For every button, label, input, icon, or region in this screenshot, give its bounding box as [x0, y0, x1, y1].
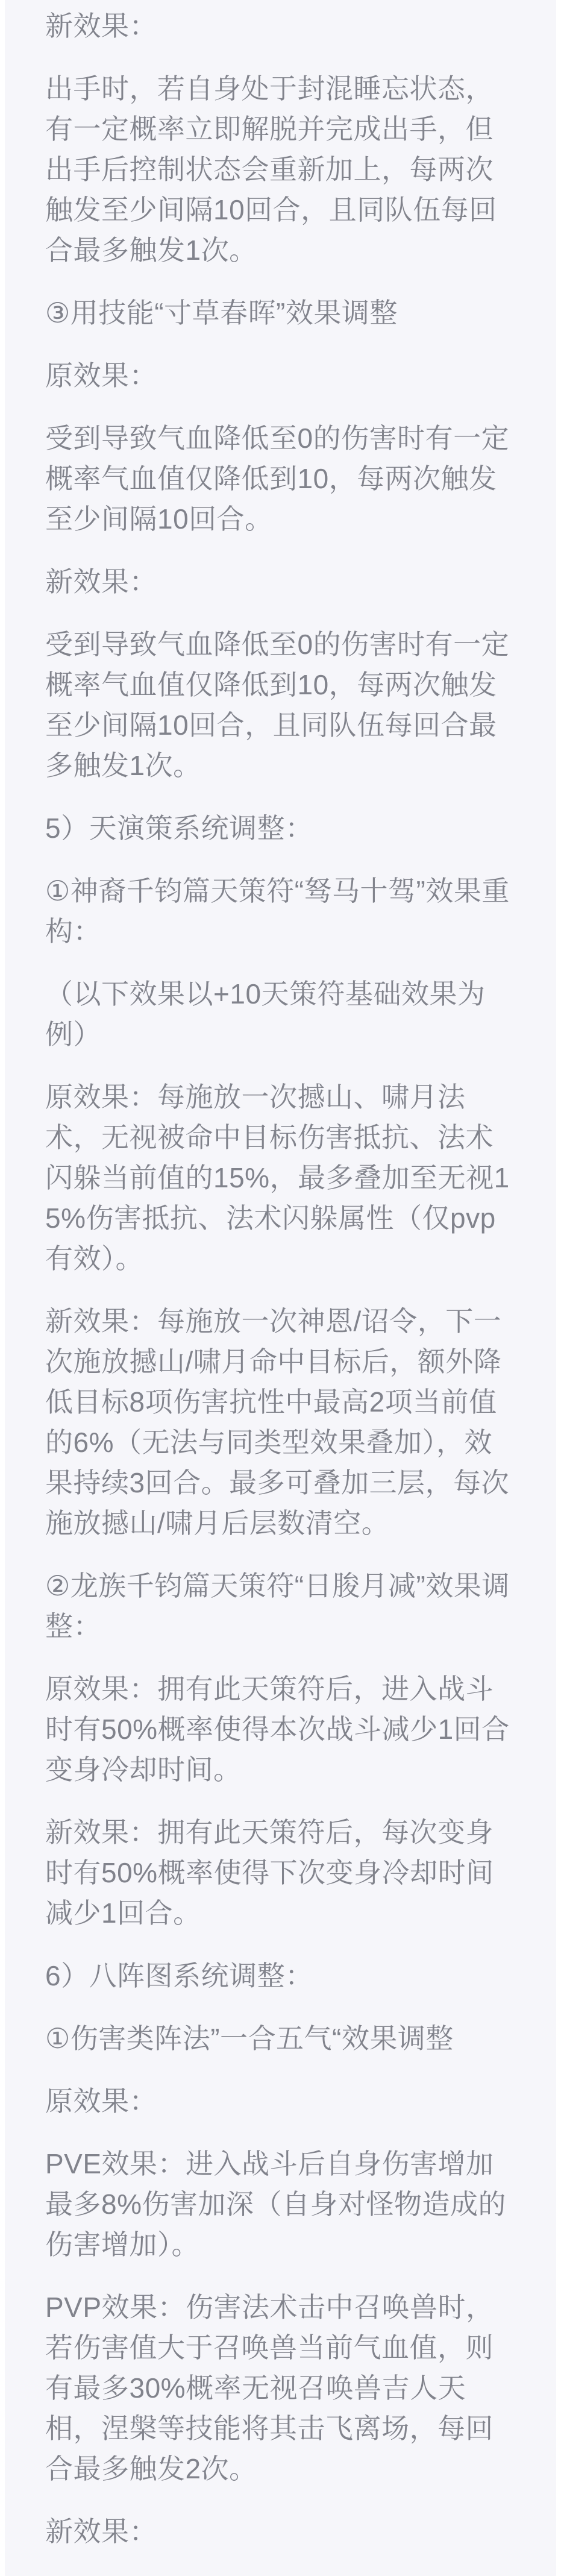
- skill-adjustment-heading: ③用技能“寸草春晖”效果调整: [45, 297, 398, 328]
- tianyance-system-heading: 5）天演策系统调整：: [45, 812, 313, 844]
- new-effect-body: 出手时，若自身处于封混睡忘状态，有一定概率立即解脱并完成出手，但出手后控制状态会重新加上，每两次触发至少间隔10回合，且同队伍每回合最多触发1次。: [45, 73, 497, 266]
- new-effect-label: 新效果：: [45, 566, 157, 597]
- pve-effect-paragraph: PVE效果：进入战斗后自身伤害增加最多8%伤害加深（自身对怪物造成的伤害增加）。: [45, 2148, 506, 2260]
- talisman-numashijia-heading: ①神裔千钧篇天策符“驽马十驾”效果重构：: [45, 875, 510, 947]
- patch-notes-article: [5, 0, 556, 2576]
- talisman-rijuanyuejian-heading: ②龙族千钧篇天策符“日朘月减”效果调整：: [45, 1570, 510, 1642]
- formation-yihewuqi-heading: ①伤害类阵法”一合五气“效果调整: [45, 2023, 454, 2054]
- old-effect-label: 原效果：: [45, 360, 157, 391]
- old-effect-paragraph: 原效果：每施放一次撼山、啸月法术，无视被命中目标伤害抵抗、法术闪躲当前值的15%，最多叠加至无视15%伤害抵抗、法术闪躲属性（仅pvp有效）。: [45, 1081, 510, 1274]
- old-effect-paragraph: 原效果：拥有此天策符后，进入战斗时有50%概率使得本次战斗减少1回合变身冷却时间。: [45, 1673, 510, 1785]
- bazhentu-system-heading: 6）八阵图系统调整：: [45, 1960, 313, 1991]
- example-note: （以下效果以+10天策符基础效果为例）: [45, 978, 486, 1050]
- new-effect-body: 受到导致气血降低至0的伤害时有一定概率气血值仅降低到10，每两次触发至少间隔10回合，且同队伍每回合最多触发1次。: [45, 629, 510, 781]
- new-effect-paragraph: 新效果：每施放一次神恩/诏令，下一次施放撼山/啸月命中目标后，额外降低目标8项伤害抗性中最高2项当前值的6%（无法与同类型效果叠加），效果持续3回合。最多可叠加三层，每次施放撼山/啸月后层数清空。: [45, 1305, 510, 1539]
- pvp-effect-paragraph: PVP效果：伤害法术击中召唤兽时，若伤害值大于召唤兽当前气血值，则有最多30%概率无视召唤兽吉人天相，涅槃等技能将其击飞离场，每回合最多触发2次。: [45, 2292, 494, 2484]
- old-effect-body: 受到导致气血降低至0的伤害时有一定概率气血值仅降低到10，每两次触发至少间隔10回合。: [45, 423, 510, 535]
- new-effect-paragraph: 新效果：拥有此天策符后，每次变身时有50%概率使得下次变身冷却时间减少1回合。: [45, 1817, 494, 1929]
- old-effect-label: 原效果：: [45, 2085, 157, 2117]
- new-effect-label: 新效果：: [45, 2516, 157, 2547]
- new-effect-label: 新效果：: [45, 10, 157, 42]
